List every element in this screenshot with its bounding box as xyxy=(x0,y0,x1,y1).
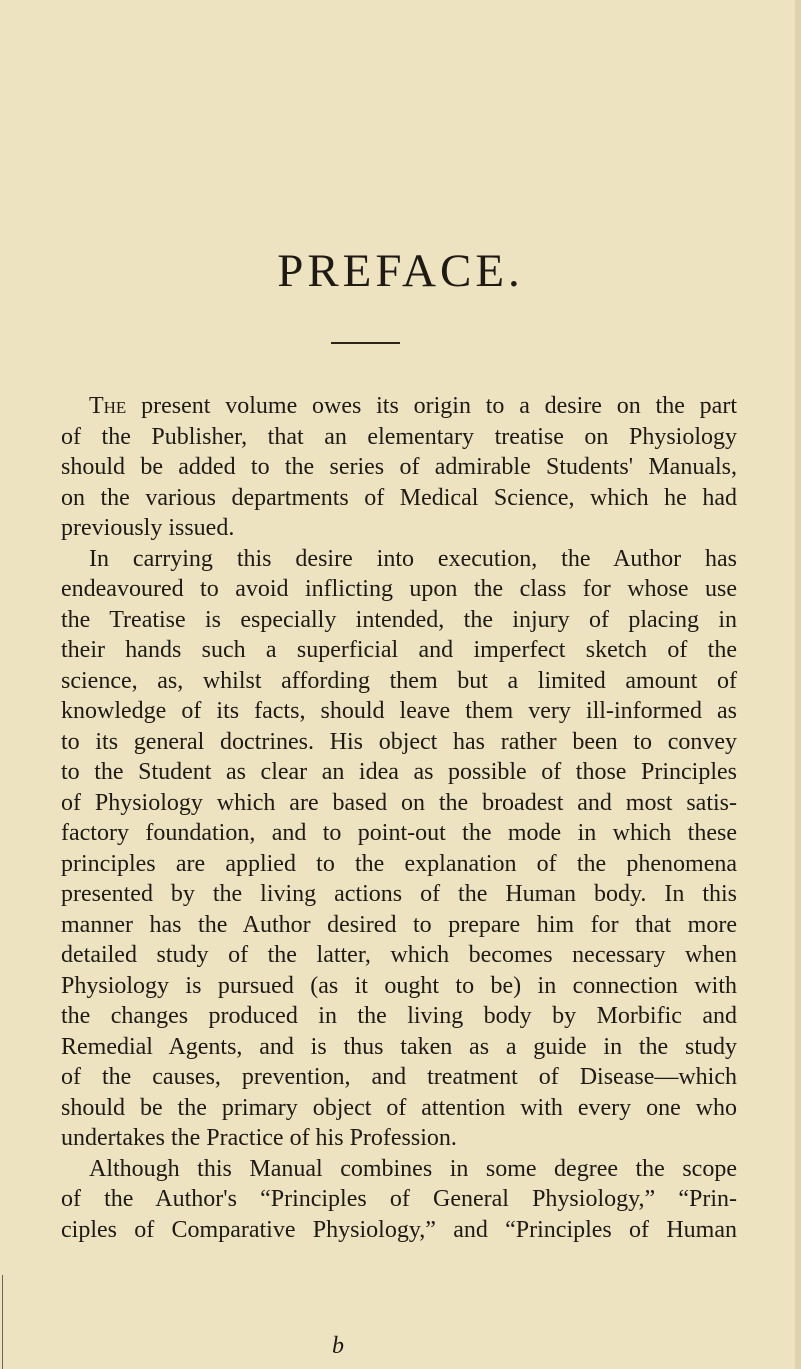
text-line: the changes produced in the living body by Morbific and xyxy=(61,1003,737,1029)
lead-word: The xyxy=(89,393,127,419)
text-line: of the Publisher, that an elementary treatise on Physiology xyxy=(61,423,737,450)
text-line: principles are applied to the explanation of the phenomena xyxy=(61,850,737,877)
text-line: previously issued. xyxy=(61,515,235,541)
signature-mark: b xyxy=(332,1333,344,1359)
text-line: Although this Manual combines in some degree the scope xyxy=(89,1155,737,1182)
text-line: Physiology is pursued (as it ought to be) in connection with xyxy=(61,972,737,999)
text-line: factory foundation, and to point-out the mode in which these xyxy=(61,820,737,846)
text-line: to the Student as clear an idea as possible of those Principles xyxy=(61,759,737,785)
text-line: Remedial Agents, and is thus taken as a guide in the study xyxy=(61,1033,737,1060)
page-title: PREFACE. xyxy=(277,245,524,297)
page-edge xyxy=(795,0,801,1369)
text-line: science, as, whilst affording them but a limited amount of xyxy=(61,667,737,694)
text-line: to its general doctrines. His object has rather been to convey xyxy=(61,728,737,755)
text-line: should be added to the series of admirable Students' Manuals, xyxy=(61,454,737,480)
text-line: should be the primary object of attention with every one who xyxy=(61,1094,737,1121)
title-rule xyxy=(331,342,400,344)
text-line: In carrying this desire into execution, the Author has xyxy=(89,545,737,572)
text-line: presented by the living actions of the Human body. In this xyxy=(61,881,737,907)
page-crease xyxy=(2,1275,3,1369)
text-line: endeavoured to avoid inflicting upon the class for whose use xyxy=(61,576,737,602)
text-line: detailed study of the latter, which becomes necessary when xyxy=(61,942,737,968)
text-line: of the causes, prevention, and treatment of Disease—which xyxy=(61,1064,737,1090)
text-line: on the various departments of Medical Science, which he had xyxy=(61,484,737,511)
text-line: of the Author's “Principles of General Physiology,” “Prin- xyxy=(61,1186,737,1212)
text-line: of Physiology which are based on the broadest and most satis- xyxy=(61,789,737,816)
text-line: the Treatise is especially intended, the injury of placing in xyxy=(61,606,737,633)
preface-body xyxy=(61,391,737,1245)
text-line: their hands such a superficial and imperfect sketch of the xyxy=(61,637,737,663)
text-line: ciples of Comparative Physiology,” and “Principles of Human xyxy=(61,1216,737,1243)
text-line: knowledge of its facts, should leave them very ill-informed as xyxy=(61,698,737,724)
text-line: The present volume owes its origin to a desire on the part xyxy=(89,393,737,419)
text-line: undertakes the Practice of his Profession. xyxy=(61,1125,457,1151)
text-line: manner has the Author desired to prepare him for that more xyxy=(61,911,737,938)
